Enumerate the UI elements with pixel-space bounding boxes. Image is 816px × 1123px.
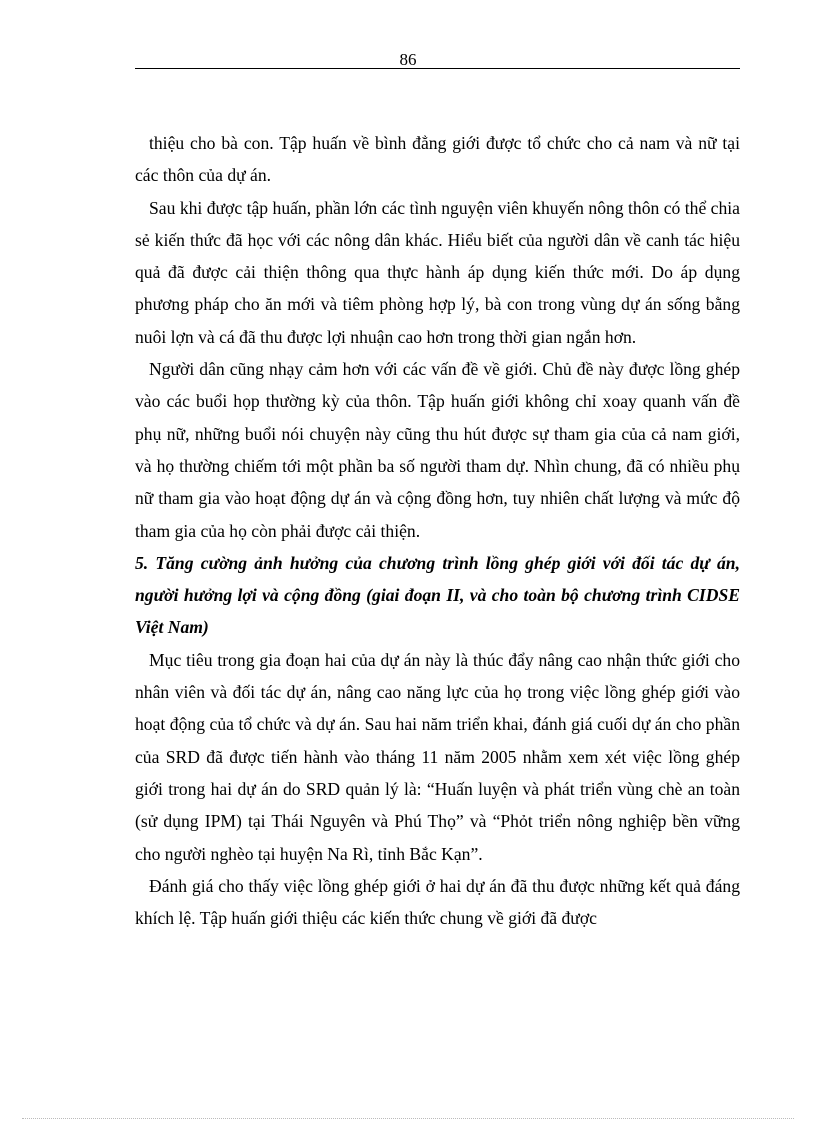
page-number: 86 — [399, 50, 417, 69]
paragraph-4: Mục tiêu trong gia đoạn hai của dự án này là thúc đẩy nâng cao nhận thức giới cho nhân viên và đối tác dự án, nâng cao năng lực của họ trong việc lồng ghép giới vào hoạt động của tổ chức và dự án. Sau hai năm triển khai, đánh giá cuối dự án cho phần của SRD đã được tiến hành vào tháng 11 năm 2005 nhằm xem xét việc lồng ghép giới trong hai dự án do SRD quản lý là: “Huấn luyện và phát triển vùng chè an toàn (sử dụng IPM) tại Thái Nguyên và Phú Thọ” và “Phỏt triển nông nghiệp bền vững cho người nghèo tại huyện Na Rì, tỉnh Bắc Kạn”. — [135, 649, 740, 864]
header-rule — [135, 68, 740, 69]
body-text — [135, 127, 740, 934]
paragraph-2: Sau khi được tập huấn, phần lớn các tình nguyện viên khuyến nông thôn có thể chia sẻ kiến thức đã học với các nông dân khác. Hiểu biết của người dân về canh tác hiệu quả đã được cải thiện thông qua thực hành áp dụng kiến thức mới. Do áp dụng phương pháp cho ăn mới và tiêm phòng hợp lý, bà con trong vùng dự án sống bằng nuôi lợn và cá đã thu được lợi nhuận cao hơn trong thời gian ngắn hơn. — [135, 197, 740, 347]
paragraph-5: Đánh giá cho thấy việc lồng ghép giới ở hai dự án đã thu được những kết quả đáng khích lệ. Tập huấn giới thiệu các kiến thức chung về giới đã được — [135, 875, 740, 929]
section-heading: 5. Tăng cường ảnh hưởng của chương trình lồng ghép giới với đối tác dự án, người hưởng lợi và cộng đồng (giai đoạn II, và cho toàn bộ chương trình CIDSE Việt Nam) — [135, 552, 740, 638]
paragraph-1: thiệu cho bà con. Tập huấn về bình đẳng giới được tổ chức cho cả nam và nữ tại các thôn của dự án. — [135, 133, 740, 186]
paragraph-3: Người dân cũng nhạy cảm hơn với các vấn đề về giới. Chủ đề này được lồng ghép vào các buổi họp thường kỳ của thôn. Tập huấn giới không chỉ xoay quanh vấn đề phụ nữ, những buổi nói chuyện này cũng thu hút được sự tham gia của cả nam giới, và họ thường chiếm tới một phần ba số người tham dự. Nhìn chung, đã có nhiều phụ nữ tham gia vào hoạt động dự án và cộng đồng hơn, tuy nhiên chất lượng và mức độ tham gia của họ còn phải được cải thiện. — [135, 359, 740, 541]
footer-rule — [22, 1118, 794, 1119]
